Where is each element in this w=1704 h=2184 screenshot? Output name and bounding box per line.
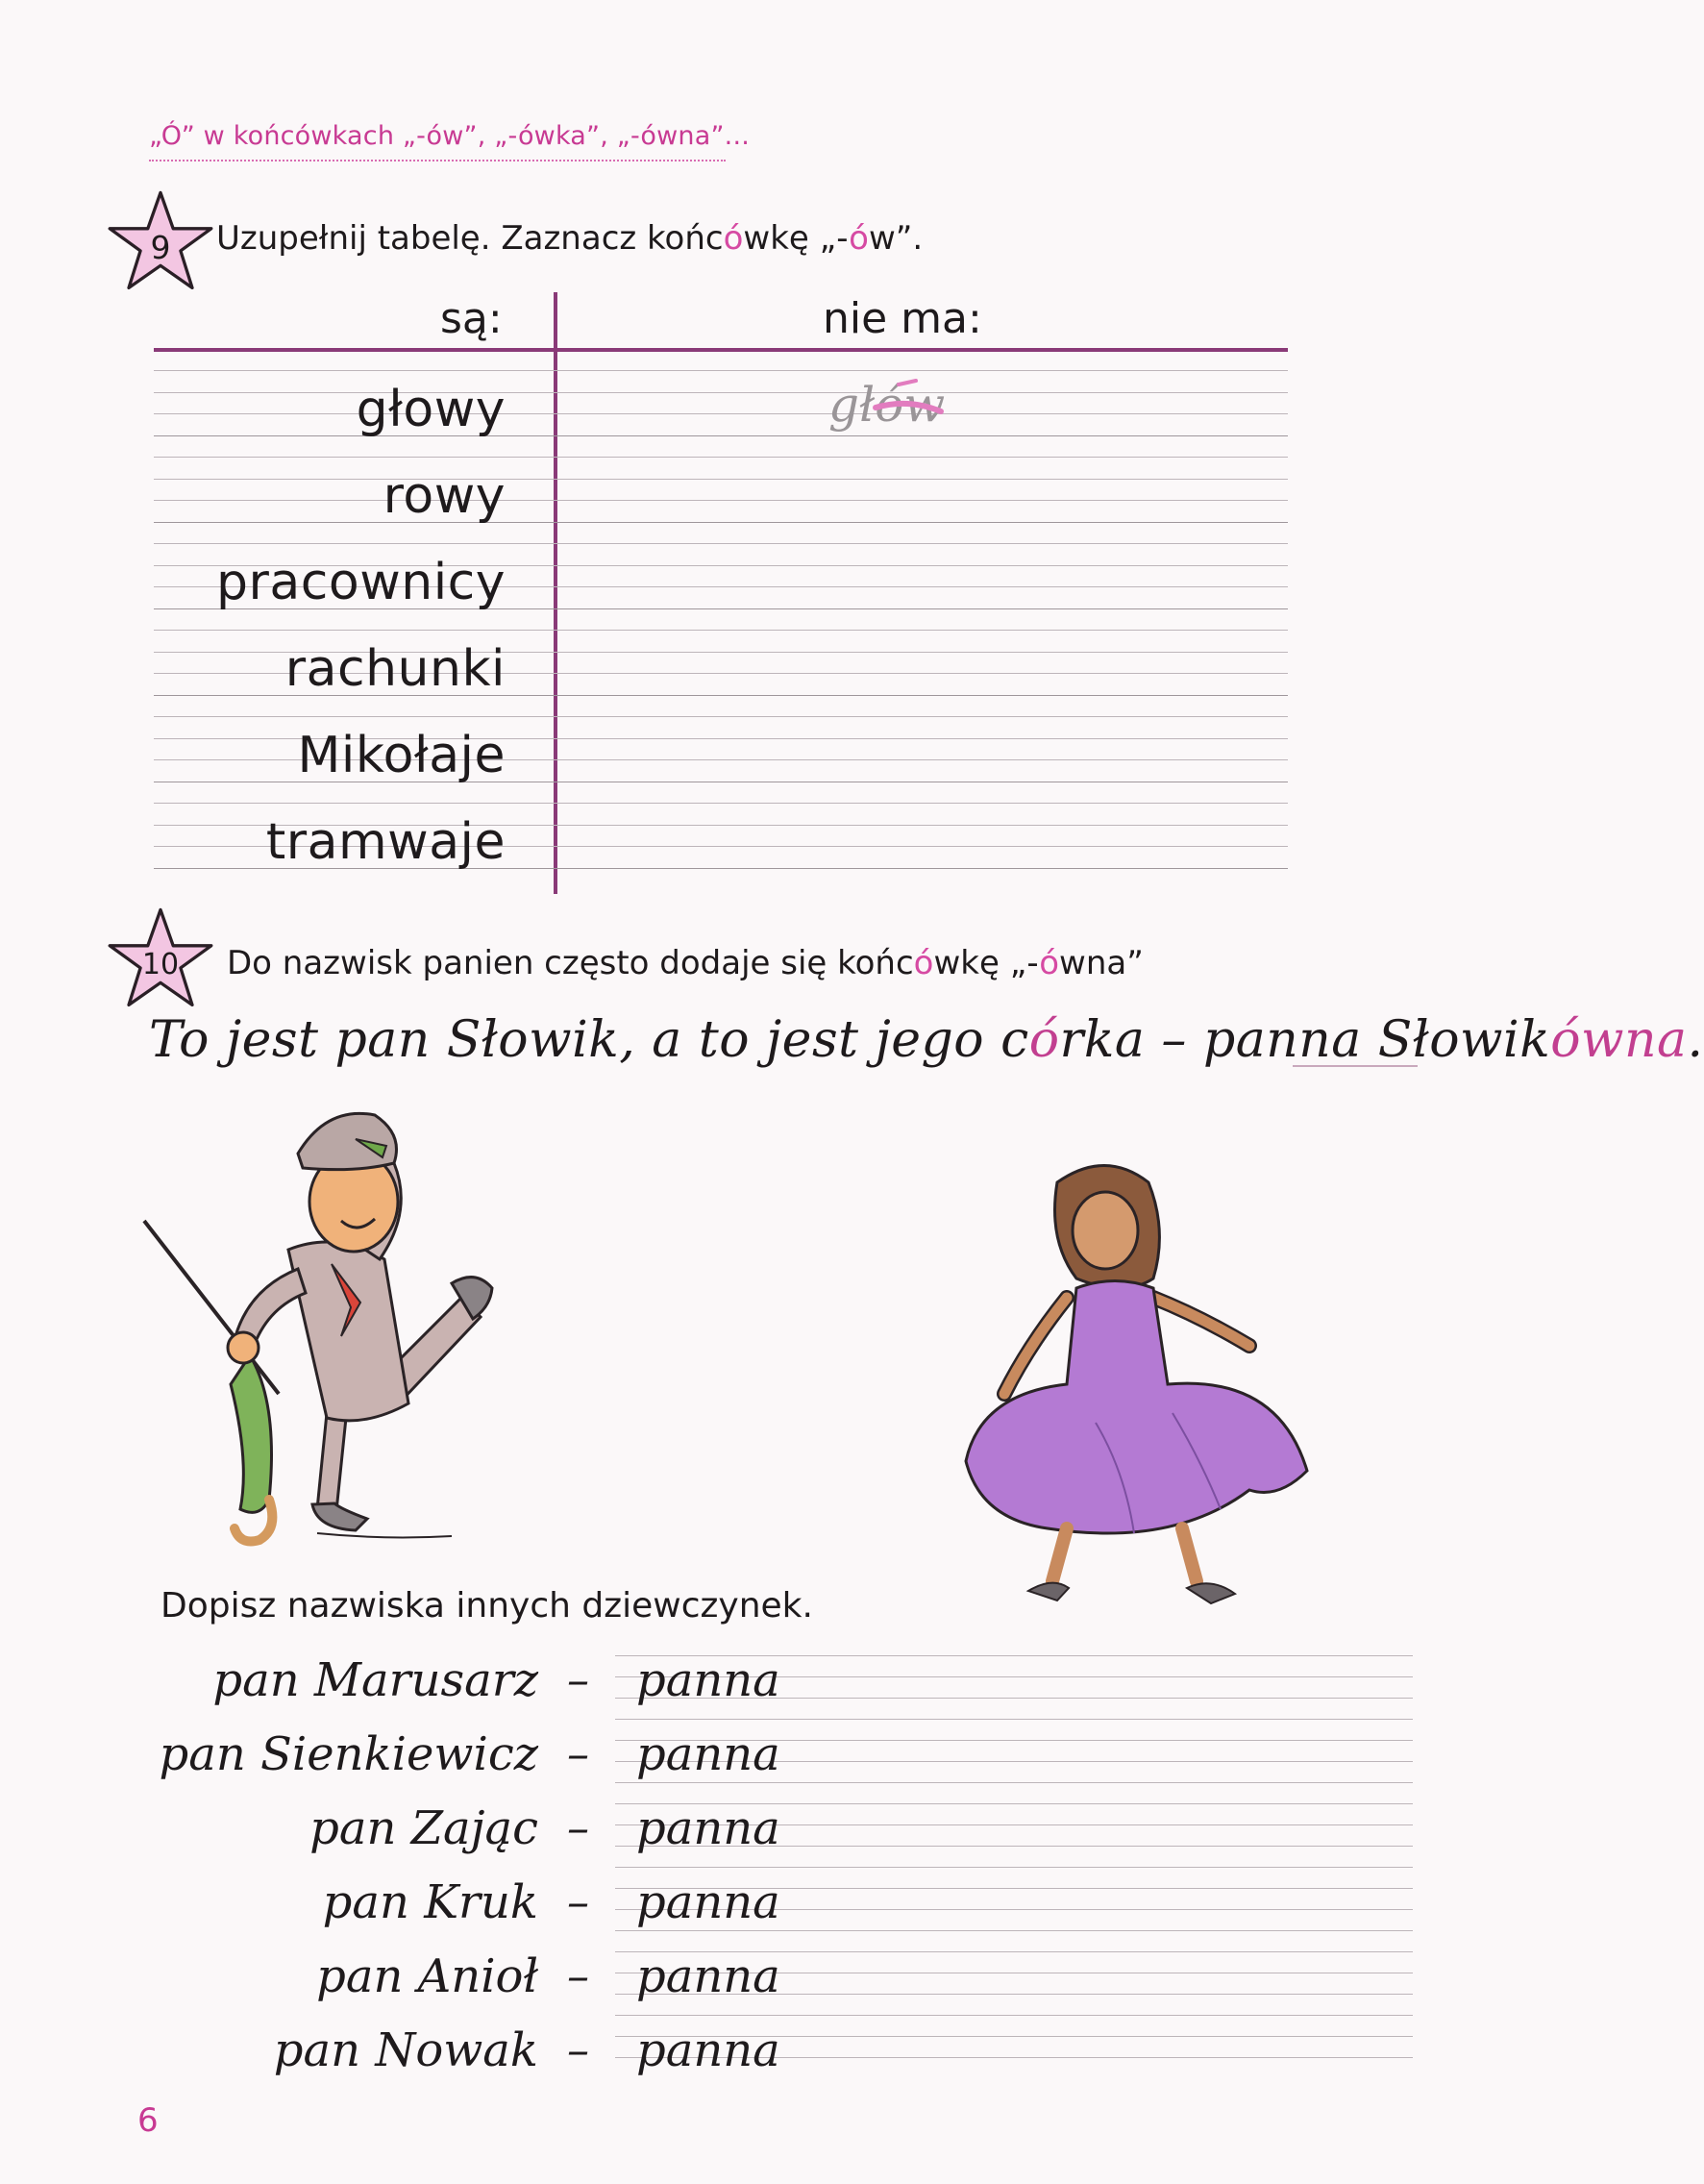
- sub-instruction: Dopisz nazwiska innych dziewczynek.: [161, 1586, 813, 1626]
- dash-6: –: [567, 2023, 589, 2075]
- table-word-rachunki: rachunki: [284, 640, 506, 698]
- ruled-line: [154, 716, 1288, 717]
- exercise-10-number: 10: [141, 947, 180, 981]
- ruled-line: [154, 803, 1288, 804]
- panna-2: panna: [636, 1727, 780, 1781]
- panna-1: panna: [636, 1653, 780, 1707]
- table-word-tramwaje: tramwaje: [265, 813, 506, 871]
- ruled-line: [154, 435, 1288, 436]
- name-kruk: pan Kruk: [322, 1875, 538, 1929]
- table-header-rule: [154, 348, 1288, 352]
- model-sentence: To jest pan Słowik, a to jest jego córka – panna Słowikówna.: [149, 1011, 1704, 1069]
- dash-2: –: [567, 1727, 589, 1779]
- column-header-sa: są:: [440, 294, 503, 343]
- ruled-line: [615, 1719, 1413, 1720]
- column-header-nie-ma: nie ma:: [823, 294, 982, 343]
- ruled-line: [615, 1930, 1413, 1931]
- exercise-9-instruction: Uzupełnij tabelę. Zaznacz końcówkę „-ów”.: [216, 219, 924, 258]
- ruled-line: [154, 457, 1288, 458]
- section-header: „Ó” w końcówkach „-ów”, „-ówka”, „-ówna”...: [149, 121, 751, 151]
- ruled-line: [154, 413, 1288, 414]
- model-sentence-guide-line: [1293, 1065, 1418, 1067]
- ruled-line: [615, 2015, 1413, 2016]
- ruled-line: [154, 543, 1288, 544]
- ruled-line: [154, 500, 1288, 501]
- header-underline: [149, 160, 726, 161]
- dash-4: –: [567, 1875, 589, 1927]
- page-number: 6: [137, 2101, 159, 2140]
- ruled-line: [154, 522, 1288, 523]
- exercise-10-instruction: Do nazwisk panien często dodaje się końcówkę „-ówna”: [227, 944, 1144, 982]
- table-word-glowy: głowy: [356, 381, 506, 438]
- ruled-line: [154, 630, 1288, 631]
- girl-in-purple-dress-illustration: [961, 1154, 1413, 1625]
- name-nowak: pan Nowak: [273, 2023, 538, 2077]
- panna-3: panna: [636, 1801, 780, 1855]
- exercise-9-number: 9: [150, 228, 171, 266]
- name-zajac: pan Zając: [309, 1801, 538, 1855]
- panna-5: panna: [636, 1949, 780, 2003]
- table-word-rowy: rowy: [383, 467, 506, 525]
- name-aniol: pan Anioł: [316, 1949, 538, 2003]
- man-with-umbrella-illustration: [135, 1096, 500, 1548]
- ow-highlight-mark-icon: [870, 379, 947, 427]
- panna-6: panna: [636, 2023, 780, 2077]
- name-sienkiewicz: pan Sienkiewicz: [159, 1727, 538, 1781]
- table-word-pracownicy: pracownicy: [216, 554, 506, 611]
- ruled-line: [154, 479, 1288, 480]
- dash-1: –: [567, 1653, 589, 1705]
- panna-4: panna: [636, 1875, 780, 1929]
- ruled-line: [615, 1782, 1413, 1783]
- table-column-divider: [554, 292, 557, 894]
- ruled-line: [154, 370, 1288, 371]
- ruled-line: [154, 392, 1288, 393]
- exercise-10-star-icon: [108, 906, 213, 1011]
- ruled-line: [615, 1867, 1413, 1868]
- name-marusarz: pan Marusarz: [212, 1653, 538, 1707]
- table-answer-glow[interactable]: głów: [828, 377, 946, 433]
- dash-3: –: [567, 1801, 589, 1853]
- exercise-9-star-icon: [108, 188, 213, 294]
- table-word-mikolaje: Mikołaje: [297, 727, 506, 784]
- dash-5: –: [567, 1949, 589, 2001]
